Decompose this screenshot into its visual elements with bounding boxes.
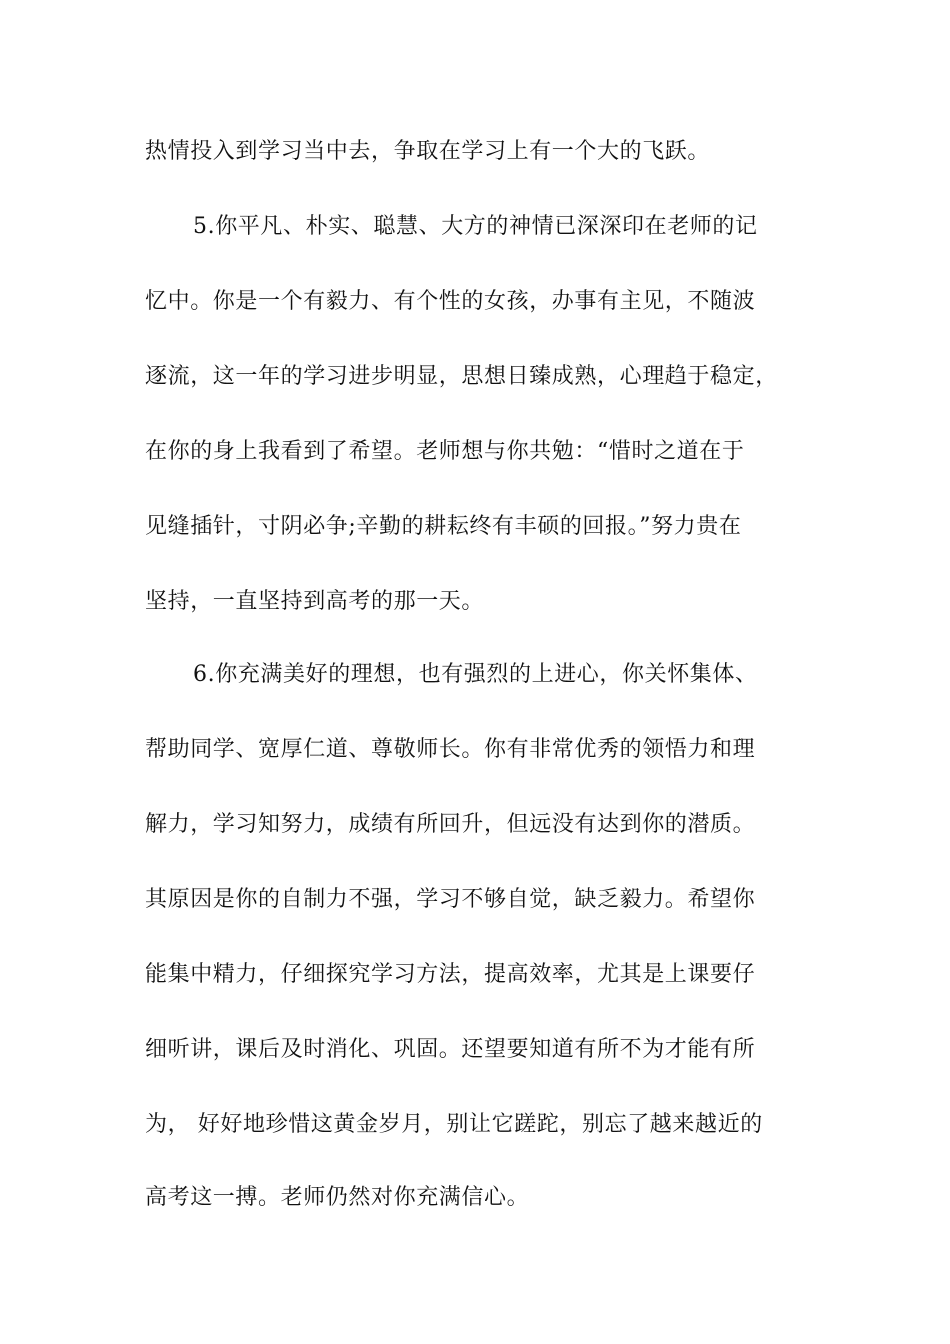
paragraph-line: 为， 好好地珍惜这黄金岁月，别让它蹉跎，别忘了越来越近的: [145, 1112, 763, 1137]
paragraph-line: 逐流，这一年的学习进步明显，思想日臻成熟，心理趋于稳定，: [145, 364, 778, 389]
paragraph-line: 能集中精力，仔细探究学习方法，提高效率，尤其是上课要仔: [145, 962, 756, 987]
paragraph-line: 忆中。你是一个有毅力、有个性的女孩，办事有主见，不随波: [145, 289, 756, 314]
paragraph-line: 见缝插针，寸阴必争;辛勤的耕耘终有丰硕的回报。”努力贵在: [145, 514, 742, 539]
paragraph-line: 坚持，一直坚持到高考的那一天。: [145, 589, 485, 614]
paragraph-line: 5.你平凡、朴实、聪慧、大方的神情已深深印在老师的记: [193, 214, 758, 239]
paragraph-line: 在你的身上我看到了希望。老师想与你共勉：“惜时之道在于: [145, 439, 745, 464]
paragraph-line: 高考这一搏。老师仍然对你充满信心。: [145, 1185, 530, 1210]
paragraph-line: 6.你充满美好的理想，也有强烈的上进心，你关怀集体、: [193, 662, 758, 687]
paragraph-line: 热情投入到学习当中去，争取在学习上有一个大的飞跃。: [145, 139, 711, 164]
paragraph-line: 帮助同学、宽厚仁道、尊敬师长。你有非常优秀的领悟力和理: [145, 737, 756, 762]
paragraph-line: 细听讲，课后及时消化、巩固。还望要知道有所不为才能有所: [145, 1037, 756, 1062]
paragraph-line: 其原因是你的自制力不强，学习不够自觉，缺乏毅力。希望你: [145, 887, 756, 912]
paragraph-line: 解力，学习知努力，成绩有所回升，但远没有达到你的潜质。: [145, 812, 756, 837]
